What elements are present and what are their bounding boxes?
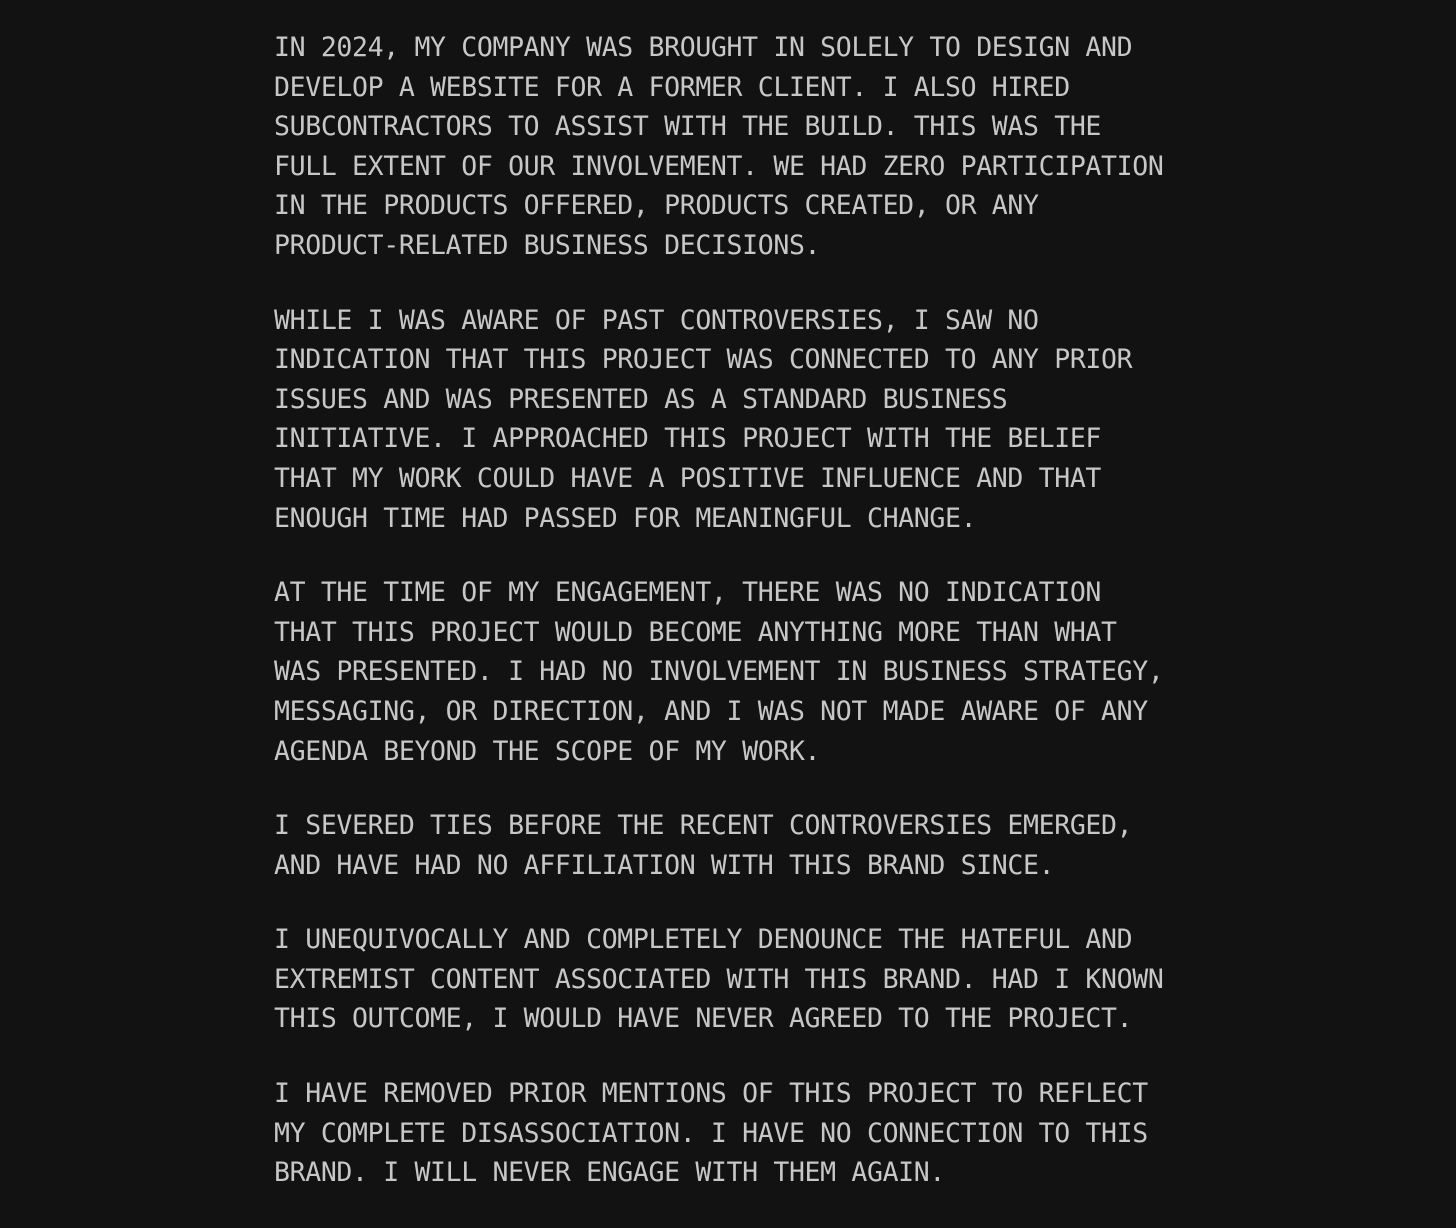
text-line: FULL EXTENT OF OUR INVOLVEMENT. WE HAD ZERO PARTICIPATION bbox=[274, 150, 1164, 182]
text-line: DEVELOP A WEBSITE FOR A FORMER CLIENT. I ALSO HIRED bbox=[274, 71, 1070, 103]
text-line: THAT MY WORK COULD HAVE A POSITIVE INFLUENCE AND THAT bbox=[274, 462, 1102, 494]
text-line: INDICATION THAT THIS PROJECT WAS CONNECTED TO ANY PRIOR bbox=[274, 344, 1133, 376]
statement-text bbox=[274, 28, 1214, 1228]
text-line: ENOUGH TIME HAD PASSED FOR MEANINGFUL CHANGE. bbox=[274, 502, 977, 534]
text-line: THAT THIS PROJECT WOULD BECOME ANYTHING MORE THAN WHAT bbox=[274, 616, 1117, 648]
text-line: SUBCONTRACTORS TO ASSIST WITH THE BUILD. THIS WAS THE bbox=[274, 111, 1102, 143]
paragraph-2 bbox=[274, 301, 1214, 539]
text-line: WAS PRESENTED. I HAD NO INVOLVEMENT IN BUSINESS STRATEGY, bbox=[274, 656, 1164, 688]
text-line: AT THE TIME OF MY ENGAGEMENT, THERE WAS NO INDICATION bbox=[274, 577, 1102, 609]
paragraph-3 bbox=[274, 573, 1214, 771]
paragraph-1 bbox=[274, 28, 1214, 266]
paragraph-5 bbox=[274, 920, 1214, 1039]
text-line: PRODUCT-RELATED BUSINESS DECISIONS. bbox=[274, 229, 821, 261]
text-line: I UNEQUIVOCALLY AND COMPLETELY DENOUNCE THE HATEFUL AND bbox=[274, 924, 1133, 956]
text-line: THIS OUTCOME, I WOULD HAVE NEVER AGREED TO THE PROJECT. bbox=[274, 1003, 1133, 1035]
text-line: I SEVERED TIES BEFORE THE RECENT CONTROVERSIES EMERGED, bbox=[274, 810, 1133, 842]
text-line: IN THE PRODUCTS OFFERED, PRODUCTS CREATED, OR ANY bbox=[274, 190, 1039, 222]
text-line: AND HAVE HAD NO AFFILIATION WITH THIS BRAND SINCE. bbox=[274, 849, 1055, 881]
text-line: MESSAGING, OR DIRECTION, AND I WAS NOT MADE AWARE OF ANY bbox=[274, 695, 1148, 727]
text-line: AGENDA BEYOND THE SCOPE OF MY WORK. bbox=[274, 735, 821, 767]
text-line: IN 2024, MY COMPANY WAS BROUGHT IN SOLELY TO DESIGN AND bbox=[274, 32, 1133, 63]
text-line: ISSUES AND WAS PRESENTED AS A STANDARD BUSINESS bbox=[274, 383, 1008, 415]
text-line: I HAVE REMOVED PRIOR MENTIONS OF THIS PROJECT TO REFLECT bbox=[274, 1078, 1148, 1110]
paragraph-6 bbox=[274, 1074, 1214, 1193]
text-line: EXTREMIST CONTENT ASSOCIATED WITH THIS BRAND. HAD I KNOWN bbox=[274, 963, 1164, 995]
text-line: WHILE I WAS AWARE OF PAST CONTROVERSIES, I SAW NO bbox=[274, 304, 1039, 336]
paragraph-4 bbox=[274, 806, 1214, 885]
text-line: BRAND. I WILL NEVER ENGAGE WITH THEM AGAIN. bbox=[274, 1157, 945, 1189]
text-line: MY COMPLETE DISASSOCIATION. I HAVE NO CONNECTION TO THIS bbox=[274, 1117, 1148, 1149]
text-line: INITIATIVE. I APPROACHED THIS PROJECT WITH THE BELIEF bbox=[274, 423, 1102, 455]
